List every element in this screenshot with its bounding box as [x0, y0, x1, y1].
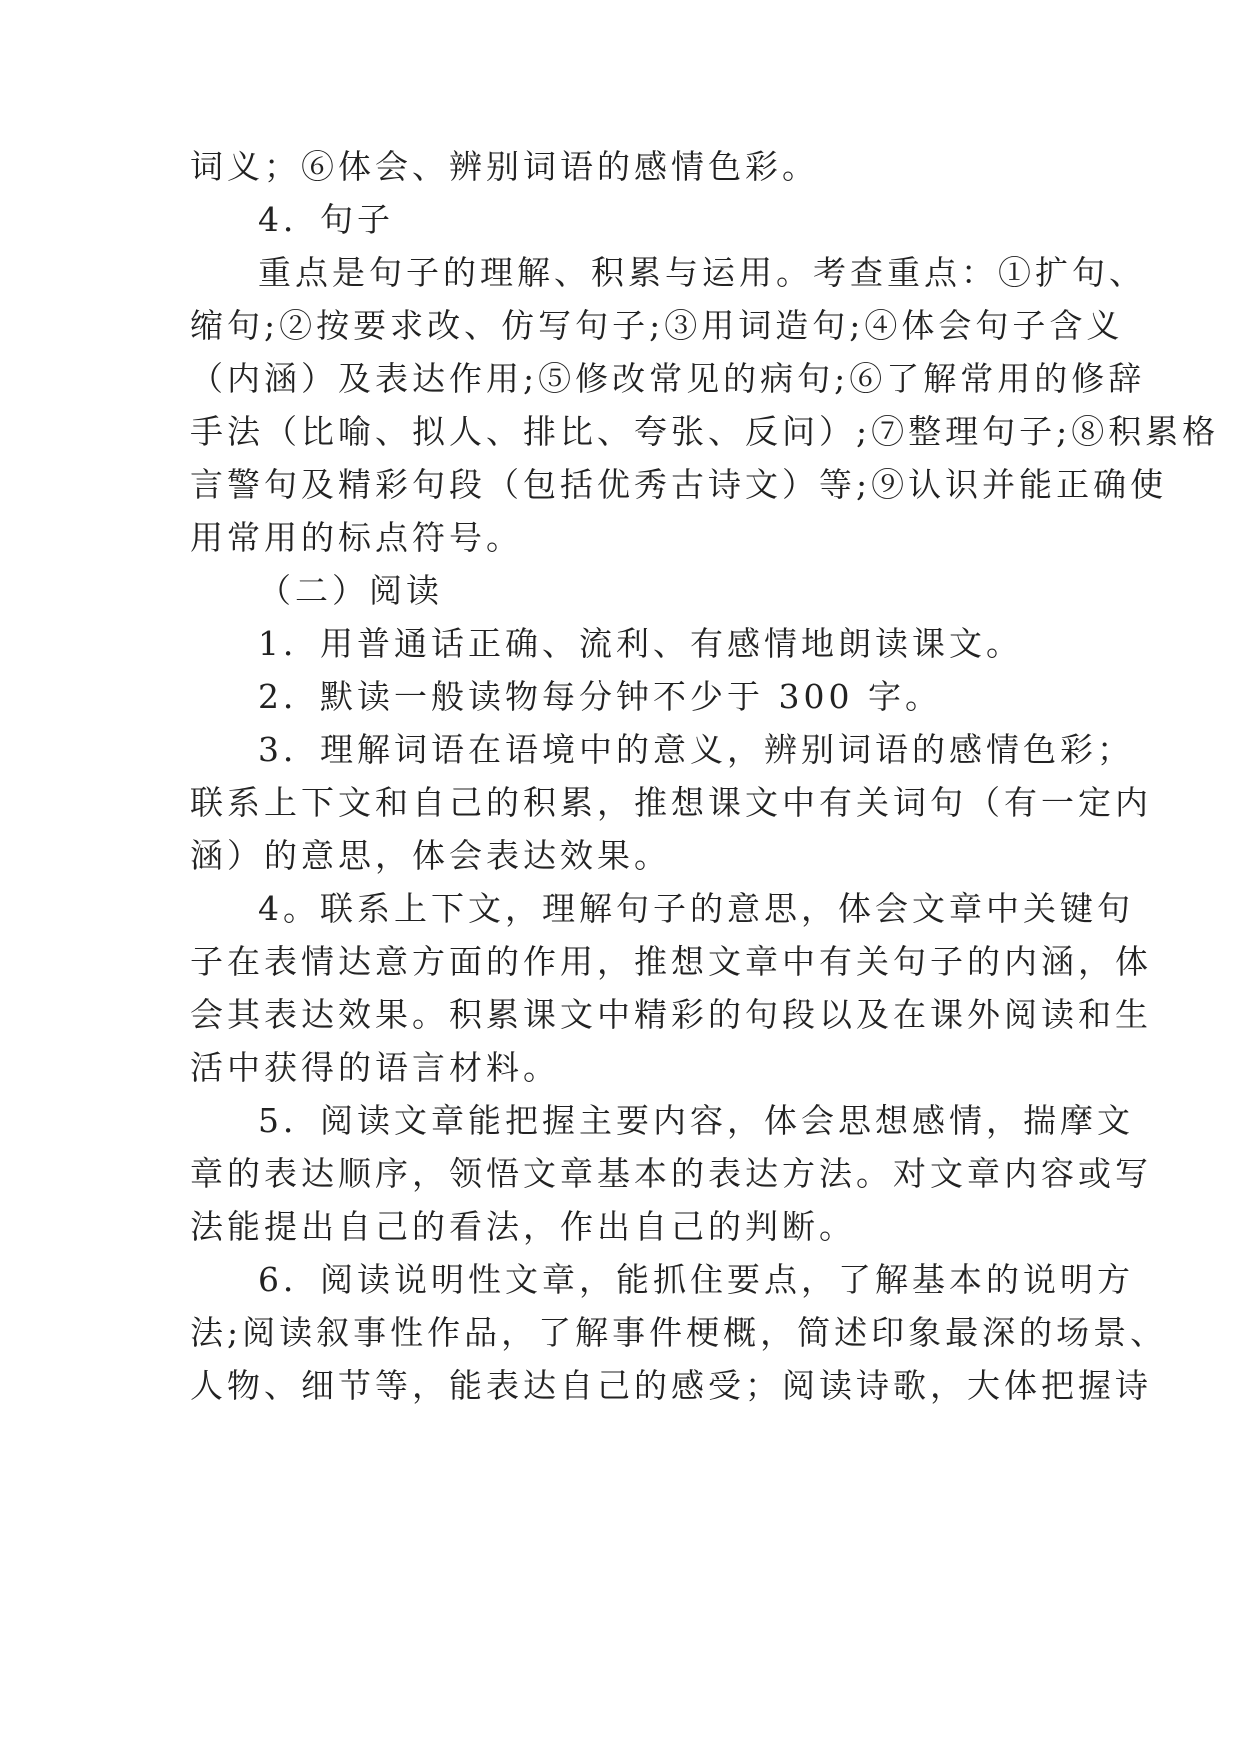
text-line: 联系上下文和自己的积累，推想课文中有关词句（有一定内 [190, 783, 1152, 822]
text-line: 6．阅读说明性文章，能抓住要点，了解基本的说明方 [258, 1260, 1134, 1299]
text-line: 1．用普通话正确、流利、有感情地朗读课文。 [258, 624, 1023, 663]
text-line: 活中获得的语言材料。 [190, 1048, 560, 1087]
text-line: 法;阅读叙事性作品，了解事件梗概，简述印象最深的场景、 [190, 1313, 1168, 1352]
text-line: 子在表情达意方面的作用，推想文章中有关句子的内涵，体 [190, 942, 1152, 981]
section-heading: （二）阅读 [258, 571, 443, 610]
text-line: 章的表达顺序，领悟文章基本的表达方法。对文章内容或写 [190, 1154, 1152, 1193]
text-line: 2．默读一般读物每分钟不少于 300 字。 [258, 677, 942, 716]
text-line: （内涵）及表达作用;⑤修改常见的病句;⑥了解常用的修辞 [190, 359, 1146, 398]
text-line: 词义；⑥体会、辨别词语的感情色彩。 [190, 147, 819, 186]
text-line: 5．阅读文章能把握主要内容，体会思想感情，揣摩文 [258, 1101, 1134, 1140]
text-line: 4。联系上下文，理解句子的意思，体会文章中关键句 [258, 889, 1134, 928]
text-line: 会其表达效果。积累课文中精彩的句段以及在课外阅读和生 [190, 995, 1152, 1034]
text-line: 重点是句子的理解、积累与运用。考查重点：①扩句、 [258, 253, 1146, 292]
text-line: 涵）的意思，体会表达效果。 [190, 836, 671, 875]
text-line: 3．理解词语在语境中的意义，辨别词语的感情色彩； [258, 730, 1134, 769]
text-line: 手法（比喻、拟人、排比、夸张、反问）;⑦整理句子;⑧积累格 [190, 412, 1220, 451]
text-line: 言警句及精彩句段（包括优秀古诗文）等;⑨认识并能正确使 [190, 465, 1168, 504]
text-line: 人物、细节等，能表达自己的感受；阅读诗歌，大体把握诗 [190, 1366, 1152, 1405]
text-line: 法能提出自己的看法，作出自己的判断。 [190, 1207, 856, 1246]
text-line: 用常用的标点符号。 [190, 518, 523, 557]
text-line: 缩句;②按要求改、仿写句子;③用词造句;④体会句子含义 [190, 306, 1124, 345]
section-heading: 4．句子 [258, 200, 394, 239]
